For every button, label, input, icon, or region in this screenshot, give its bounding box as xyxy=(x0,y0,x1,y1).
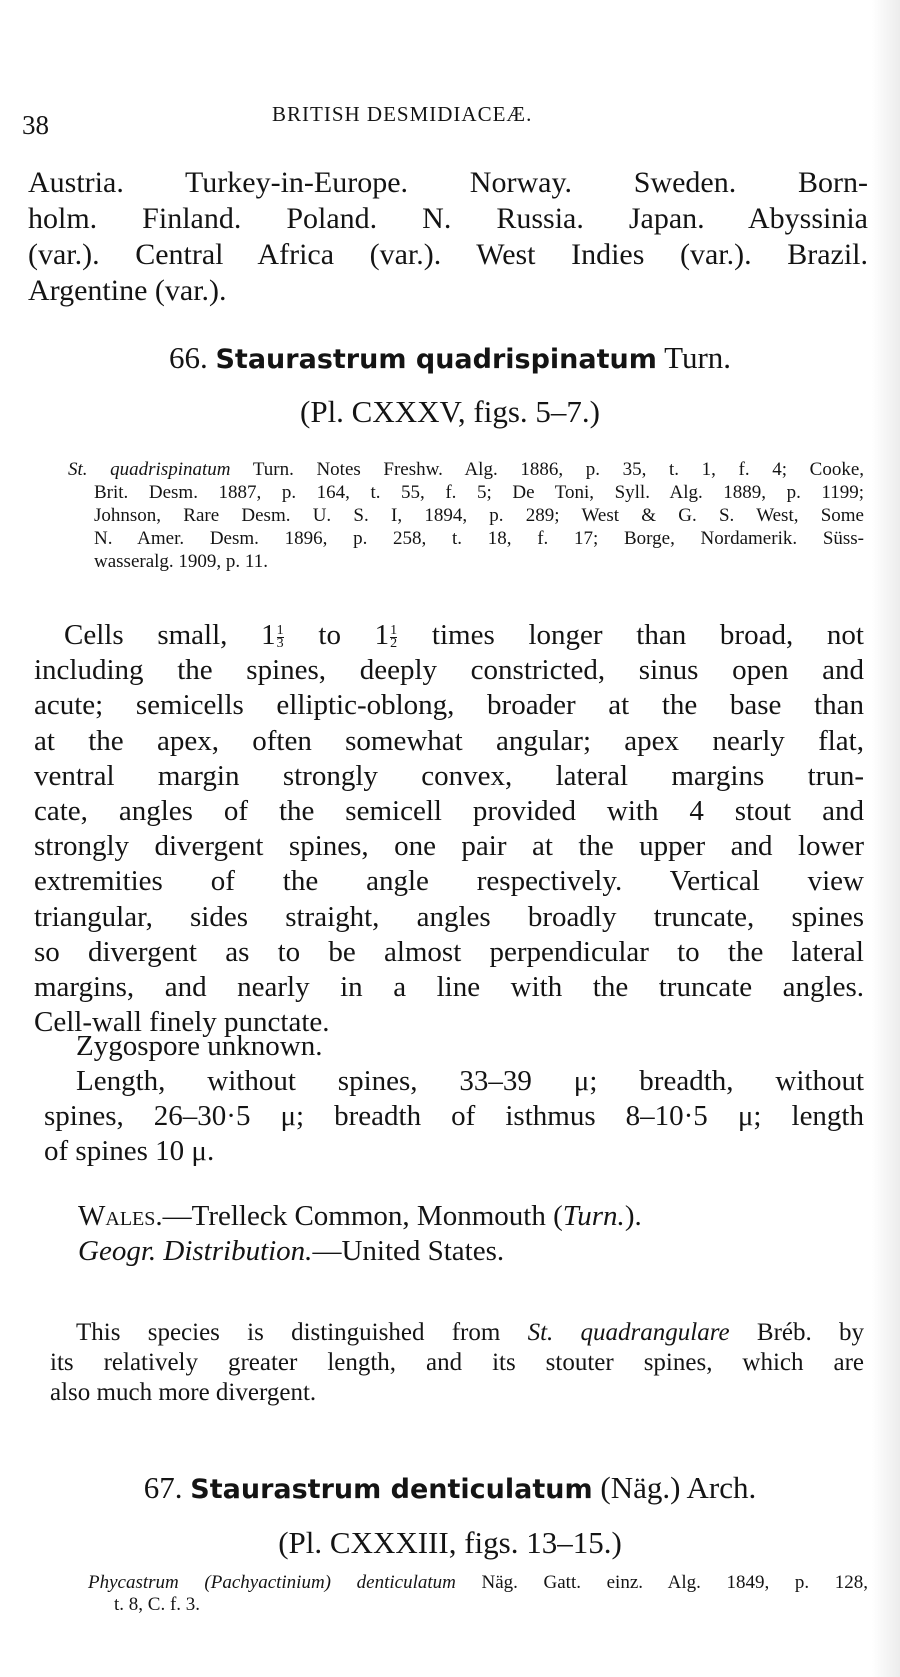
page-edge-shadow xyxy=(872,0,900,1677)
page-number: 38 xyxy=(22,110,49,140)
fraction-one-third: $\frac{1}{3}$ xyxy=(276,622,284,651)
synonymy-line: t. 8, C. f. 3. xyxy=(114,1594,201,1615)
british-locality: Wales.—Trelleck Common, Monmouth (Turn.). xyxy=(78,1200,642,1232)
species-66-synonymy xyxy=(68,458,864,573)
description-line: strongly divergent spines, one pair at the upper and lower xyxy=(34,830,864,863)
description-line: including the spines, deeply constricted, sinus open and xyxy=(34,654,864,687)
synonymy-line: Brit. Desm. 1887, p. 164, t. 55, f. 5; De Toni, Syll. Alg. 1889, p. 1199; xyxy=(94,482,864,503)
description-line: ventral margin strongly convex, lateral margins trun- xyxy=(34,759,864,792)
distribution-line: Argentine (var.). xyxy=(28,274,227,307)
description-line: Cell-wall finely punctate. xyxy=(34,1006,330,1039)
distribution-line: holm. Finland. Poland. N. Russia. Japan. Abyssinia xyxy=(28,202,868,235)
species-66-author: Turn. xyxy=(664,340,732,375)
measurement-line: Length, without spines, 33–39 μ; breadth, without xyxy=(76,1065,864,1097)
distribution-label: Geogr. Distribution. xyxy=(78,1235,313,1267)
distribution-line: Austria. Turkey-in-Europe. Norway. Sweden. Born- xyxy=(28,166,868,199)
fraction-one-half: $\frac{1}{2}$ xyxy=(390,622,398,651)
distribution-continued xyxy=(28,165,868,309)
species-66-measurements xyxy=(44,1064,864,1169)
synonymy-italic-name: Phycastrum (Pachyactinium) denticulatum xyxy=(88,1572,456,1593)
synonymy-line: Phycastrum (Pachyactinium) denticulatum Näg. Gatt. einz. Alg. 1849, p. 128, xyxy=(88,1572,868,1593)
synonymy-line: Johnson, Rare Desm. U. S. I, 1894, p. 289; West & G. S. West, Some xyxy=(94,505,864,526)
zygospore-statement: Zygospore unknown. xyxy=(76,1030,323,1062)
description-line: so divergent as to be almost perpendicular to the lateral xyxy=(34,935,864,968)
species-66-name: Staurastrum quadrispinatum xyxy=(215,344,657,375)
species-67-synonymy xyxy=(88,1572,868,1616)
synonymy-line: St. quadrispinatum Turn. Notes Freshw. Alg. 1886, p. 35, t. 1, f. 4; Cooke, xyxy=(68,459,864,480)
geographic-distribution: Geogr. Distribution.—United States. xyxy=(78,1235,505,1267)
running-title: BRITISH DESMIDIACEÆ. xyxy=(272,102,533,126)
description-line: cate, angles of the semicell provided with 4 stout and xyxy=(34,795,864,828)
species-66-description xyxy=(34,618,864,1040)
synonymy-line: wasseralg. 1909, p. 11. xyxy=(94,551,268,572)
note-species-name: St. quadrangulare xyxy=(527,1319,730,1346)
species-66-localities xyxy=(78,1199,642,1269)
species-67-number: 67. xyxy=(143,1470,183,1505)
description-line: acute; semicells elliptic-oblong, broader at the base than xyxy=(34,689,864,722)
species-66-number: 66. xyxy=(168,340,208,375)
description-line: Cells small, 1 $\frac{1}{3}$ to 1 $\frac{1}{2}$ times longer than broad, not xyxy=(64,619,864,651)
species-66-note xyxy=(50,1318,864,1408)
note-line: also much more divergent. xyxy=(50,1379,317,1406)
page-header xyxy=(22,100,862,140)
locality-authority: Turn. xyxy=(562,1200,625,1232)
distribution-line: (var.). Central Africa (var.). West Indies (var.). Brazil. xyxy=(28,238,868,271)
species-67-name: Staurastrum denticulatum xyxy=(190,1474,593,1505)
description-line: at the apex, often somewhat angular; apex nearly flat, xyxy=(34,724,864,757)
synonymy-line: N. Amer. Desm. 1896, p. 258, t. 18, f. 17; Borge, Nordamerik. Süss- xyxy=(94,528,864,549)
measurement-line: spines, 26–30·5 μ; breadth of isthmus 8–10·5 μ; length xyxy=(44,1100,864,1132)
note-line: its relatively greater length, and its stouter spines, which are xyxy=(50,1349,864,1376)
description-line: extremities of the angle respectively. Vertical view xyxy=(34,865,864,898)
species-67-plate-reference: (Pl. CXXXIII, figs. 13–15.) xyxy=(278,1525,622,1560)
note-line: This species is distinguished from St. quadrangulare Bréb. by xyxy=(76,1319,864,1346)
synonymy-italic-name: St. quadrispinatum xyxy=(68,459,231,480)
species-66-plate-reference: (Pl. CXXXV, figs. 5–7.) xyxy=(300,394,600,429)
species-67-author: (Näg.) Arch. xyxy=(600,1470,757,1505)
description-line: triangular, sides straight, angles broadly truncate, spines xyxy=(34,900,864,933)
species-66-heading xyxy=(0,340,900,376)
measurement-line: of spines 10 μ. xyxy=(44,1135,215,1167)
region-name: Wales. xyxy=(78,1200,163,1232)
description-line: margins, and nearly in a line with the truncate angles. xyxy=(34,971,864,1004)
species-67-heading xyxy=(0,1470,900,1506)
